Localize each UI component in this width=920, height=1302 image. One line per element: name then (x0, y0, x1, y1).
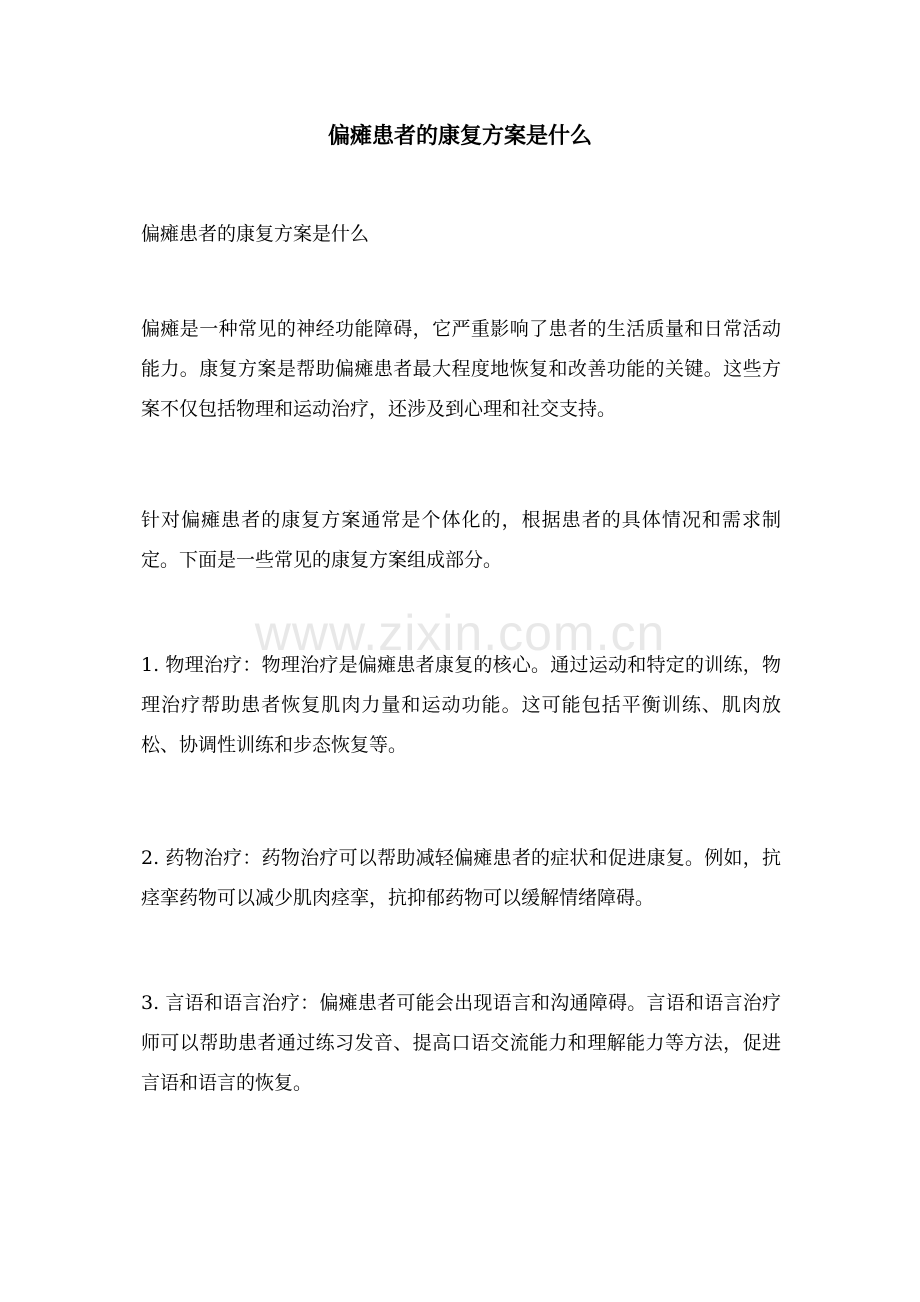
paragraph-drug-therapy: 2. 药物治疗：药物治疗可以帮助减轻偏瘫患者的症状和促进康复。例如，抗痉挛药物可以减少肌肉痉挛，抗抑郁药物可以缓解情绪障碍。 (141, 847, 781, 909)
paragraph-speech-therapy: 3. 言语和语言治疗：偏瘫患者可能会出现语言和沟通障碍。言语和语言治疗师可以帮助患者通过练习发音、提高口语交流能力和理解能力等方法，促进言语和语言的恢复。 (141, 992, 781, 1094)
paragraph-intro: 偏瘫是一种常见的神经功能障碍，它严重影响了患者的生活质量和日常活动能力。康复方案是帮助偏瘫患者最大程度地恢复和改善功能的关键。这些方案不仅包括物理和运动治疗，还涉及到心理和社交支持。 (141, 318, 781, 420)
document-subtitle: 偏瘫患者的康复方案是什么 (141, 223, 370, 245)
paragraph-physical-therapy: 1. 物理治疗：物理治疗是偏瘫患者康复的核心。通过运动和特定的训练，物理治疗帮助患者恢复肌肉力量和运动功能。这可能包括平衡训练、肌肉放松、协调性训练和步态恢复等。 (141, 654, 781, 756)
watermark: www.zixin.com.cn (254, 605, 666, 661)
paragraph-plan: 针对偏瘫患者的康复方案通常是个体化的，根据患者的具体情况和需求制定。下面是一些常见的康复方案组成部分。 (141, 509, 781, 571)
page-title: 偏瘫患者的康复方案是什么 (327, 123, 592, 149)
